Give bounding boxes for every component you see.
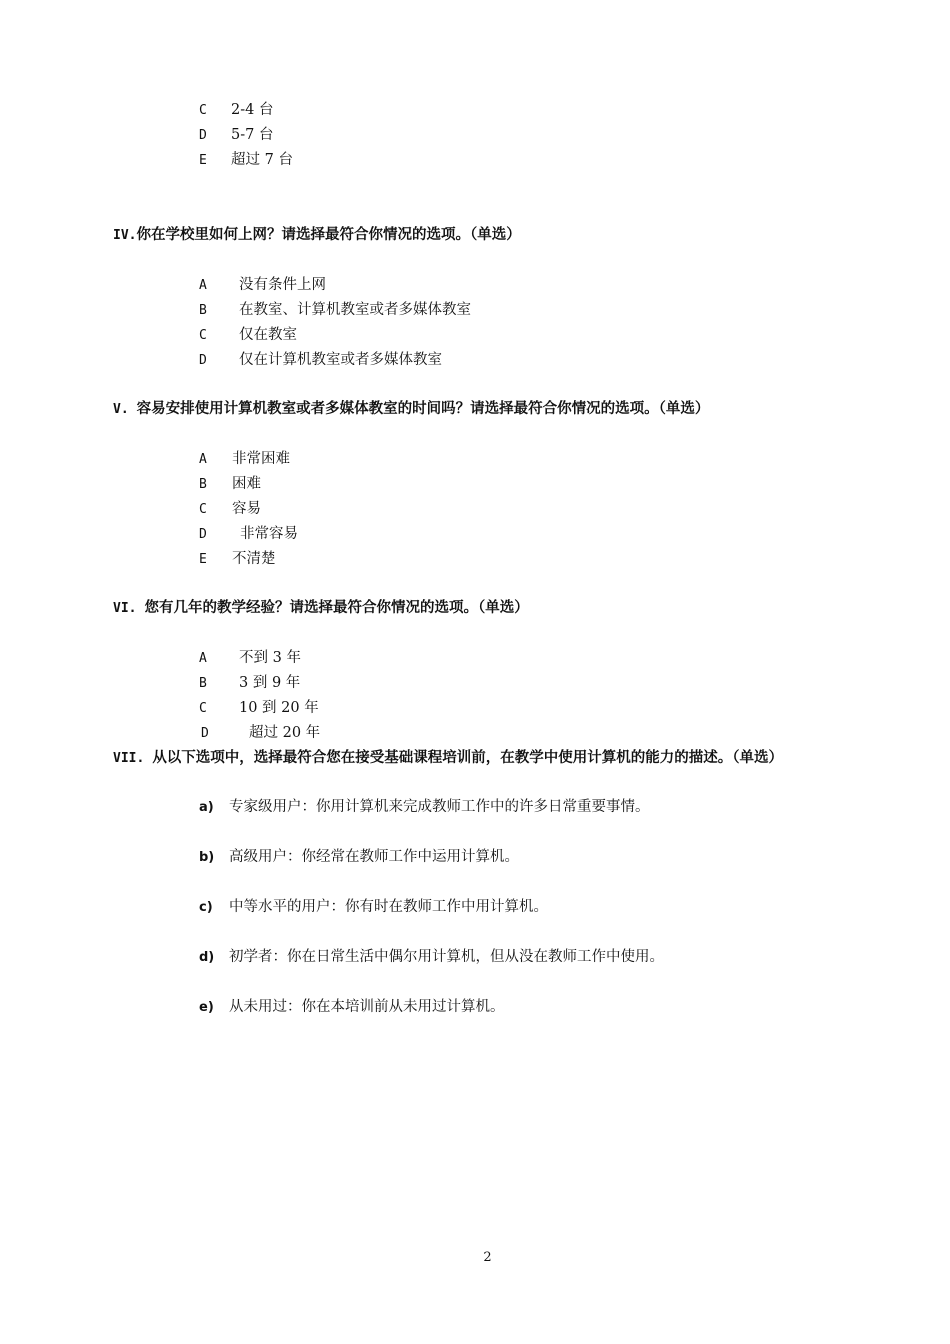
q7-option-b: b) 高级用户：你经常在教师工作中运用计算机。 (199, 849, 519, 865)
q6-option-c: C 10 到 20 年 (199, 700, 319, 716)
q7-option-e: e) 从未用过：你在本培训前从未用过计算机。 (199, 999, 505, 1015)
q5-option-d: D 非常容易 (199, 526, 298, 542)
q3-option-e: E 超过 7 台 (199, 152, 293, 168)
q7-option-c: c) 中等水平的用户：你有时在教师工作中用计算机。 (199, 899, 548, 915)
q6-option-b: B 3 到 9 年 (199, 675, 301, 691)
q5-option-a: A 非常困难 (199, 451, 290, 467)
page-number: 2 (483, 1250, 492, 1265)
q7-option-d: d) 初学者：你在日常生活中偶尔用计算机，但从没在教师工作中使用。 (199, 949, 664, 965)
q4-option-c: C 仅在教室 (199, 327, 297, 343)
q3-option-d: D 5-7 台 (199, 127, 274, 143)
question-6: VI. 您有几年的教学经验？请选择最符合你情况的选项。（单选） (113, 600, 529, 616)
question-4: IV.你在学校里如何上网？请选择最符合你情况的选项。（单选） (113, 227, 521, 243)
q5-option-c: C 容易 (199, 501, 261, 517)
q5-option-b: B 困难 (199, 476, 261, 492)
q6-option-d: D 超过 20 年 (201, 725, 321, 741)
q4-option-d: D 仅在计算机教室或者多媒体教室 (199, 352, 442, 368)
question-5: V. 容易安排使用计算机教室或者多媒体教室的时间吗？请选择最符合你情况的选项。（单选） (113, 401, 710, 417)
q7-option-a: a) 专家级用户：你用计算机来完成教师工作中的许多日常重要事情。 (199, 799, 650, 815)
q5-option-e: E 不清楚 (199, 551, 276, 567)
q6-option-a: A 不到 3 年 (199, 650, 301, 666)
question-7: VII. 从以下选项中，选择最符合您在接受基础课程培训前，在教学中使用计算机的能力的描述。（单选） (113, 750, 784, 766)
q4-option-a: A 没有条件上网 (199, 277, 326, 293)
q4-option-b: B 在教室、计算机教室或者多媒体教室 (199, 302, 471, 318)
q3-option-c: C 2-4 台 (199, 102, 274, 118)
